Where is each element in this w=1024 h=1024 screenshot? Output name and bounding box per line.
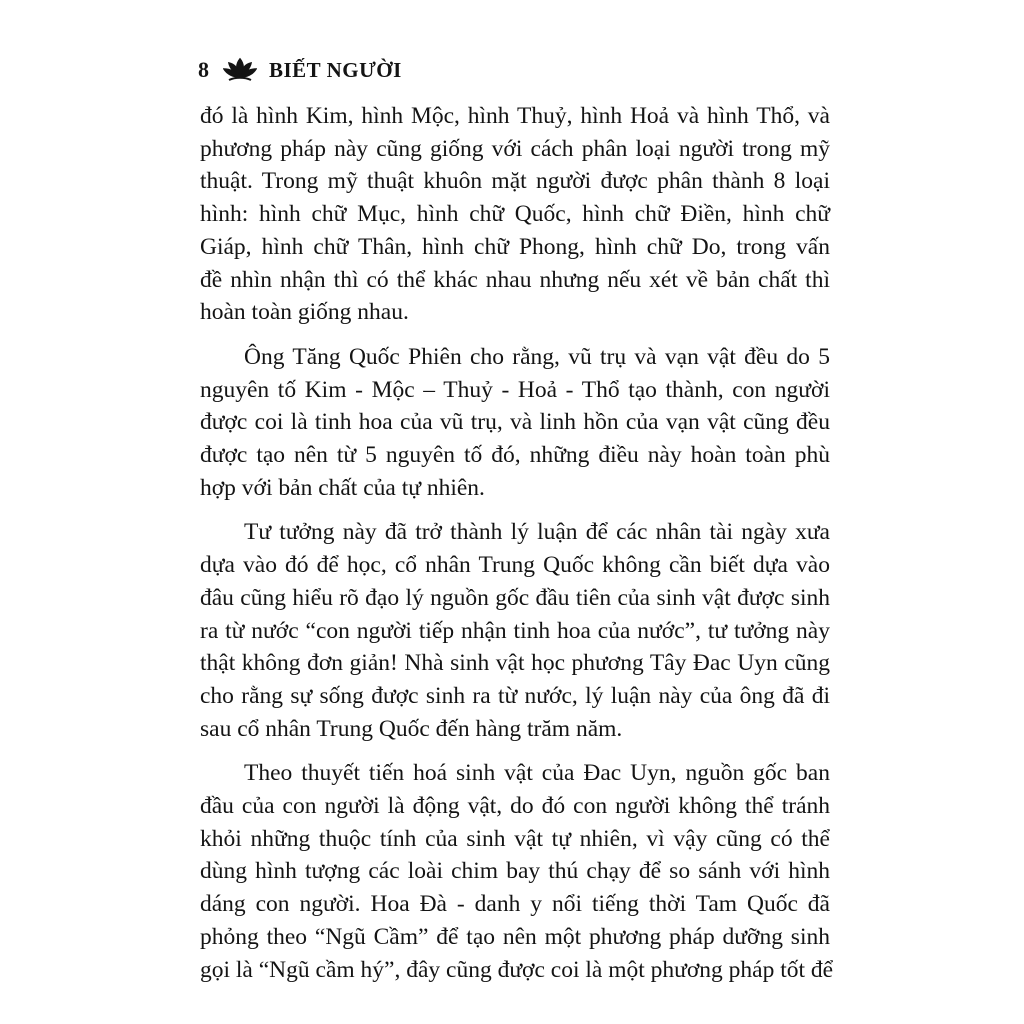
body-text: [200, 100, 834, 986]
text-line: cho rằng sự sống được sinh ra từ nước, lý luận này của ông đã đi: [200, 682, 830, 709]
page-number: 8: [198, 57, 209, 82]
text-line: Theo thuyết tiến hoá sinh vật của Đac Uyn, nguồn gốc ban: [244, 760, 830, 787]
lotus-icon: [223, 56, 257, 84]
text-line: được coi là tinh hoa của vũ trụ, và linh hồn của vạn vật cũng đều: [200, 409, 830, 436]
text-line: hình: hình chữ Mục, hình chữ Quốc, hình chữ Điền, hình chữ: [200, 201, 830, 228]
text-line: ra từ nước “con người tiếp nhận tinh hoa của nước”, tư tưởng này: [200, 617, 830, 644]
text-line: thật không đơn giản! Nhà sinh vật học phương Tây Đac Uyn cũng: [200, 650, 830, 677]
paragraph-3: [200, 516, 830, 745]
text-line: được tạo nên từ 5 nguyên tố đó, những điều này hoàn toàn phù: [200, 442, 830, 469]
text-line: hoàn toàn giống nhau.: [200, 299, 409, 326]
text-line: gọi là “Ngũ cầm hý”, đây cũng được coi là một phương pháp tốt để: [200, 956, 834, 983]
text-line: dựa vào đó để học, cổ nhân Trung Quốc không cần biết dựa vào: [200, 552, 830, 579]
paragraph-4: [200, 757, 834, 986]
running-header: [198, 50, 402, 90]
text-line: đó là hình Kim, hình Mộc, hình Thuỷ, hình Hoả và hình Thổ, và: [200, 103, 830, 129]
paragraph-2: [200, 341, 830, 505]
text-line: đâu cũng hiểu rõ đạo lý nguồn gốc đầu tiên của sinh vật được sinh: [200, 584, 830, 611]
text-line: hợp với bản chất của tự nhiên.: [200, 474, 485, 501]
text-line: Giáp, hình chữ Thân, hình chữ Phong, hình chữ Do, trong vấn: [200, 233, 830, 260]
text-line: đầu của con người là động vật, do đó con người không thể tránh: [200, 793, 830, 820]
text-line: thuật. Trong mỹ thuật khuôn mặt người được phân thành 8 loại: [200, 168, 830, 195]
text-line: dáng con người. Hoa Đà - danh y nổi tiếng thời Tam Quốc đã: [200, 891, 830, 918]
text-line: phương pháp này cũng giống với cách phân loại người trong mỹ: [200, 135, 830, 162]
text-line: sau cổ nhân Trung Quốc đến hàng trăm năm.: [200, 715, 623, 742]
text-line: phỏng theo “Ngũ Cầm” để tạo nên một phương pháp dưỡng sinh: [200, 923, 830, 950]
text-line: Ông Tăng Quốc Phiên cho rằng, vũ trụ và vạn vật đều do 5: [244, 343, 830, 370]
book-title: BIẾT NGƯỜI: [269, 57, 402, 82]
text-line: Tư tưởng này đã trở thành lý luận để các nhân tài ngày xưa: [244, 519, 830, 546]
text-line: khỏi những thuộc tính của sinh vật tự nhiên, vì vậy cũng có thể: [200, 825, 830, 852]
text-line: dùng hình tượng các loài chim bay thú chạy để so sánh với hình: [200, 858, 830, 885]
text-line: đề nhìn nhận thì có thể khác nhau nhưng nếu xét về bản chất thì: [200, 266, 830, 293]
text-line: nguyên tố Kim - Mộc – Thuỷ - Hoả - Thổ tạo thành, con người: [200, 376, 830, 403]
paragraph-1: [200, 100, 830, 329]
